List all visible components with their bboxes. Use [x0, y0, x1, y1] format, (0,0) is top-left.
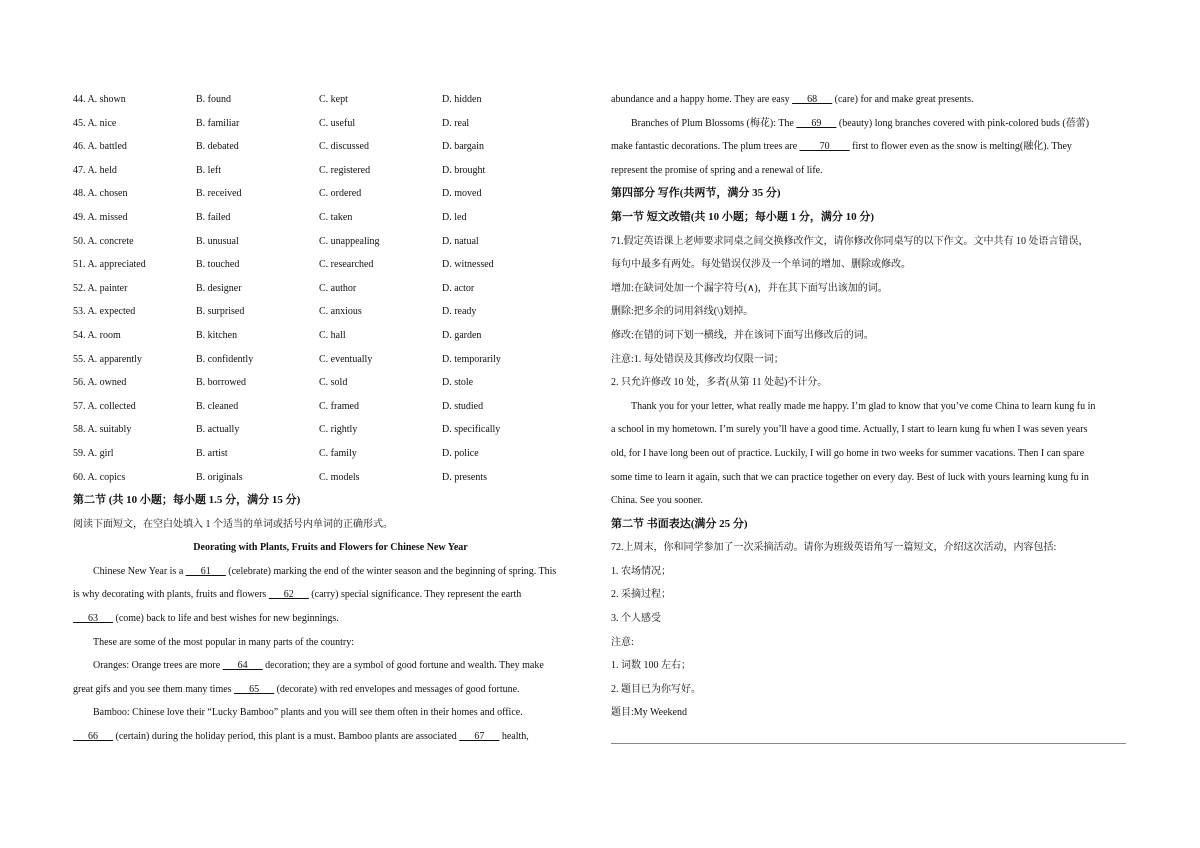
option-a: 45. A. nice: [73, 117, 117, 129]
passage-line: represent the promise of spring and a renewal of life.: [611, 164, 823, 176]
blank-62: ___62___: [268, 589, 309, 601]
option-b: B. debated: [196, 141, 239, 153]
notice-item: 1. 词数 100 左右；: [611, 660, 691, 672]
passage-text: abundance and a happy home. They are easy: [611, 94, 793, 105]
option-b: B. actually: [196, 424, 240, 436]
essay-line: Thank you for your letter, what really made me happy. I’m glad to know that you’ve come China to learn kung fu in: [631, 400, 1096, 412]
option-b: B. left: [196, 164, 221, 176]
option-b: B. failed: [196, 211, 231, 223]
blank-67: ___67___: [459, 731, 500, 743]
choice-row: [73, 230, 588, 254]
part4-heading: 第四部分 写作(共两节，满分 35 分): [611, 187, 781, 200]
passage-line: [73, 560, 588, 584]
choice-row: [73, 395, 588, 419]
option-b: B. borrowed: [196, 377, 246, 389]
option-a: 55. A. apparently: [73, 353, 142, 365]
passage-title: Deorating with Plants, Fruits and Flowers for Chinese New Year: [193, 542, 468, 554]
multiple-choice-list: [73, 88, 588, 489]
option-d: D. garden: [442, 329, 482, 341]
option-c: C. eventually: [319, 353, 373, 365]
option-d: D. real: [442, 117, 470, 129]
option-b: B. cleaned: [196, 400, 239, 412]
option-b: B. kitchen: [196, 329, 238, 341]
passage-line: [73, 678, 588, 702]
option-d: D. police: [442, 447, 479, 459]
blank-65: ___65___: [234, 683, 275, 695]
option-b: B. artist: [196, 447, 228, 459]
passage-text: first to flower even as the snow is melting(融化). They: [849, 141, 1072, 153]
option-c: C. taken: [319, 211, 353, 223]
rule-delete: 删除:把多余的词用斜线(\)划掉。: [611, 306, 754, 318]
notice-item: 2. 题目已为你写好。: [611, 683, 701, 695]
option-b: B. surprised: [196, 306, 245, 318]
passage-text: (carry) special significance. They represent the earth: [308, 589, 522, 601]
option-d: D. brought: [442, 164, 486, 176]
choice-row: [73, 182, 588, 206]
answer-line: [611, 729, 1126, 744]
choice-row: [73, 418, 588, 442]
choice-row: [73, 442, 588, 466]
option-c: C. useful: [319, 117, 356, 129]
notice-label: 注意:: [611, 636, 634, 648]
choice-row: [73, 300, 588, 324]
option-b: B. unusual: [196, 235, 239, 247]
option-b: B. originals: [196, 471, 243, 483]
blank-68: ___68___: [792, 94, 833, 105]
passage-text: is why decorating with plants, fruits and flowers: [73, 589, 269, 601]
passage-line: [73, 654, 588, 678]
option-c: C. unappealing: [319, 235, 380, 247]
content-item: 2. 采摘过程；: [611, 589, 671, 601]
option-a: 58. A. suitably: [73, 424, 132, 436]
right-column: [611, 88, 1126, 744]
passage-text: (beauty) long branches covered with pink-colored buds (蓓蕾): [836, 117, 1090, 129]
passage-line: [611, 112, 1126, 136]
option-a: 56. A. owned: [73, 377, 127, 389]
option-d: D. actor: [442, 282, 475, 294]
passage-text: (care) for and make great presents.: [832, 94, 974, 105]
content-item: 1. 农场情况；: [611, 565, 671, 577]
section1-heading: 第一节 短文改错(共 10 小题；每小题 1 分，满分 10 分): [611, 210, 875, 223]
option-c: C. researched: [319, 259, 374, 271]
essay-line: China. See you sooner.: [611, 495, 703, 507]
blank-69: ___69___: [796, 117, 837, 129]
passage-text: make fantastic decorations. The plum trees are: [611, 141, 800, 153]
passage-text: (decorate) with red envelopes and messages of good fortune.: [274, 683, 520, 695]
choice-row: [73, 135, 588, 159]
choice-row: [73, 371, 588, 395]
passage-text: Oranges: Orange trees are more: [93, 660, 223, 672]
essay-line: a school in my hometown. I’m surely you’ll have a good time. Actually, I start to learn kung fu when I was seven years: [611, 424, 1088, 436]
option-c: C. author: [319, 282, 357, 294]
essay-topic: 题目:My Weekend: [611, 707, 687, 719]
option-c: C. sold: [319, 377, 348, 389]
passage-line: Bamboo: Chinese love their “Lucky Bamboo” plants and you will see them often in their homes and office.: [93, 707, 523, 719]
option-c: C. registered: [319, 164, 371, 176]
blank-64: ___64___: [222, 660, 263, 672]
option-d: D. witnessed: [442, 259, 494, 271]
passage-text: great gifs and you see them many times: [73, 683, 235, 695]
option-a: 49. A. missed: [73, 211, 128, 223]
rule-add: 增加:在缺词处加一个漏字符号(∧)，并在其下面写出该加的词。: [611, 282, 888, 294]
option-c: C. ordered: [319, 188, 362, 200]
blank-66: ___66___: [73, 731, 113, 743]
option-b: B. touched: [196, 259, 240, 271]
blank-63: ___63___: [73, 613, 113, 625]
option-d: D. specifically: [442, 424, 501, 436]
choice-row: [73, 466, 588, 490]
note-2: 2. 只允许修改 10 处，多者(从第 11 处起)不计分。: [611, 377, 828, 389]
option-c: C. anxious: [319, 306, 362, 318]
option-c: C. kept: [319, 94, 348, 105]
choice-row: [73, 88, 588, 112]
choice-row: [73, 277, 588, 301]
option-c: C. family: [319, 447, 357, 459]
option-a: 60. A. copics: [73, 471, 126, 483]
option-b: B. received: [196, 188, 242, 200]
option-c: C. hall: [319, 329, 346, 341]
passage-line: [73, 607, 588, 631]
content-item: 3. 个人感受: [611, 613, 661, 625]
option-d: D. presents: [442, 471, 487, 483]
option-a: 46. A. battled: [73, 141, 127, 153]
option-c: C. discussed: [319, 141, 369, 153]
passage-line: [73, 725, 588, 749]
option-d: D. bargain: [442, 141, 485, 153]
section2-heading: 第二节 (共 10 小题；每小题 1.5 分，满分 15 分): [73, 494, 301, 507]
choice-row: [73, 324, 588, 348]
passage-line: [611, 135, 1126, 159]
section2-writing-heading: 第二节 书面表达(满分 25 分): [611, 517, 748, 530]
option-a: 59. A. girl: [73, 447, 114, 459]
option-c: C. rightly: [319, 424, 358, 436]
passage-text: (certain) during the holiday period, this plant is a must. Bamboo plants are associated: [113, 731, 460, 743]
passage-text: health,: [499, 731, 529, 743]
rule-modify: 修改:在错的词下划一横线，并在该词下面写出修改后的词。: [611, 329, 874, 341]
option-b: B. familiar: [196, 117, 240, 129]
note-1: 注意:1. 每处错误及其修改均仅限一词；: [611, 353, 784, 365]
left-column: [73, 88, 588, 749]
option-a: 47. A. held: [73, 164, 117, 176]
option-a: 50. A. concrete: [73, 235, 134, 247]
option-c: C. models: [319, 471, 360, 483]
option-c: C. framed: [319, 400, 359, 412]
blank-70: ____70____: [799, 141, 850, 153]
passage-line: [73, 583, 588, 607]
option-a: 54. A. room: [73, 329, 121, 341]
q71-instruction: 每句中最多有两处。每处错误仅涉及一个单词的增加、删除或修改。: [611, 259, 911, 271]
choice-row: [73, 112, 588, 136]
essay-line: old, for I have long been out of practice. Luckily, I will go home in two weeks for summer vacations. Then I can spare: [611, 447, 1085, 459]
option-b: B. designer: [196, 282, 242, 294]
choice-row: [73, 159, 588, 183]
option-d: D. natual: [442, 235, 479, 247]
blank-61: ___61___: [185, 565, 226, 577]
passage-line: [611, 88, 1126, 112]
option-d: D. studied: [442, 400, 484, 412]
passage-line: These are some of the most popular in many parts of the country:: [93, 636, 355, 648]
passage-text: decoration; they are a symbol of good fortune and wealth. They make: [262, 660, 544, 672]
option-d: D. led: [442, 211, 467, 223]
q72-prompt: 72.上周末，你和同学参加了一次采摘活动。请你为班级英语角写一篇短文，介绍这次活动，内容包括:: [611, 542, 1057, 554]
choice-row: [73, 348, 588, 372]
choice-row: [73, 206, 588, 230]
option-d: D. hidden: [442, 94, 482, 105]
option-b: B. confidently: [196, 353, 254, 365]
option-a: 52. A. painter: [73, 282, 128, 294]
option-a: 53. A. expected: [73, 306, 136, 318]
option-d: D. stole: [442, 377, 474, 389]
option-b: B. found: [196, 94, 231, 105]
option-d: D. ready: [442, 306, 477, 318]
option-d: D. moved: [442, 188, 482, 200]
choice-row: [73, 253, 588, 277]
option-d: D. temporarily: [442, 353, 501, 365]
q71-instruction: 71.假定英语课上老师要求同桌之间交换修改作文，请你修改你同桌写的以下作文。文中共有 10 处语言错误，: [611, 235, 1089, 247]
passage-text: Branches of Plum Blossoms (梅花): The: [631, 117, 797, 129]
option-a: 44. A. shown: [73, 94, 126, 105]
option-a: 48. A. chosen: [73, 188, 128, 200]
passage-text: (come) back to life and best wishes for new beginnings.: [113, 613, 339, 625]
passage-text: (celebrate) marking the end of the winter season and the beginning of spring. This: [225, 565, 557, 577]
section2-instruction: 阅读下面短文，在空白处填入 1 个适当的单词或括号内单词的正确形式。: [73, 518, 393, 530]
option-a: 57. A. collected: [73, 400, 136, 412]
essay-line: some time to learn it again, such that we can practice together on every day. Best of luck with yours learning kung fu in: [611, 471, 1089, 483]
option-a: 51. A. appreciated: [73, 259, 146, 271]
passage-text: Chinese New Year is a: [93, 565, 186, 577]
